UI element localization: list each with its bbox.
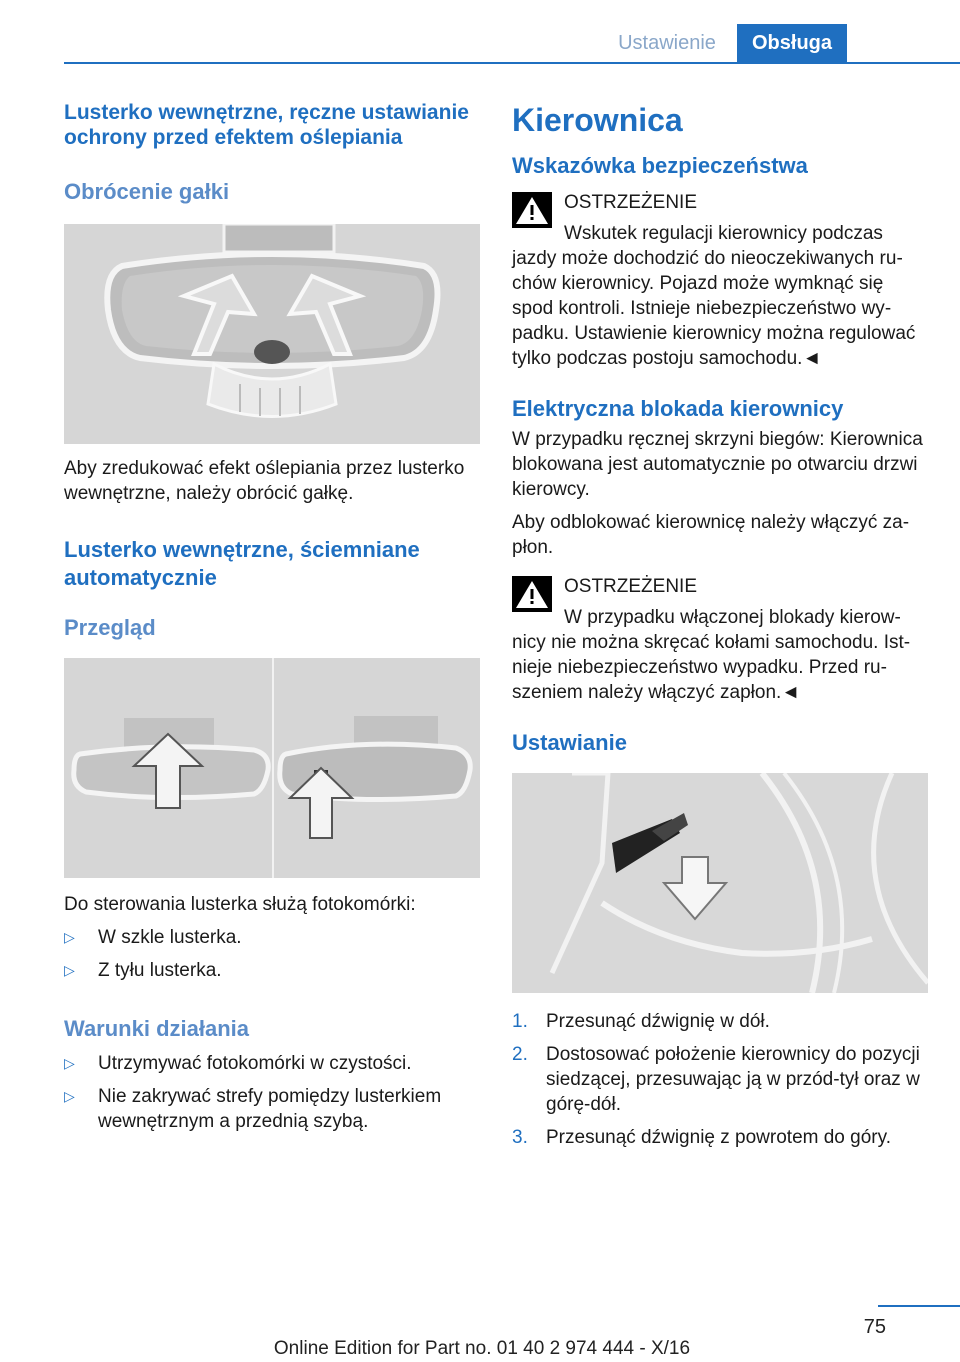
adjust-heading: Ustawianie: [512, 730, 627, 755]
conditions-list: [64, 1051, 480, 1134]
steering-lever-illustration: [512, 773, 928, 993]
warning-label: OSTRZEŻENIE: [564, 192, 698, 213]
photocell-list: [64, 925, 480, 983]
header-section-tab: Ustawienie: [618, 32, 716, 54]
overview-heading: Przegląd: [64, 615, 156, 640]
photocell-intro: Do sterowania lusterka służą fotokomórki:: [64, 894, 416, 915]
warning-block-1: [512, 190, 928, 371]
edition-note: Online Edition for Part no. 01 40 2 974 444 - X/16: [273, 1338, 691, 1359]
turn-knob-heading: Obrócenie gałki: [64, 179, 230, 204]
mirror-knob-illustration: [64, 224, 480, 444]
bullet-triangle-icon: ▷: [64, 929, 75, 945]
left-column: [64, 100, 480, 1134]
list-item: ▷ W szkle lusterka.: [64, 927, 242, 948]
steering-wheel-title: Kierownica: [512, 102, 683, 138]
warning-icon: [512, 576, 552, 612]
adjust-steps: [512, 1009, 928, 1150]
list-item: ▷ Z tyłu lusterka.: [64, 960, 222, 981]
list-item: 1. Przesunąć dźwignię w dół.: [512, 1011, 770, 1032]
warning-icon: [512, 192, 552, 228]
list-item: ▷ Nie zakrywać strefy pomiędzy lusterkiem wewnętrznym a przednią szybą.: [64, 1086, 442, 1132]
mirror-knob-text: Aby zredukować efekt oślepiania przez lusterko wewnętrzne, należy obrócić gałkę.: [64, 458, 465, 504]
steering-lock-text-1: W przypadku ręcznej skrzyni biegów: Kierownica blokowana jest automatycznie po otwarciu drzwi kierowcy.: [512, 429, 923, 500]
header-rule: [64, 62, 960, 64]
auto-dim-heading: Lusterko wewnętrzne, ściemniane automatycznie: [64, 537, 420, 590]
conditions-heading: Warunki działania: [64, 1016, 250, 1041]
right-column: [512, 100, 928, 1150]
list-item: ▷ Utrzymywać fotokomórki w czystości.: [64, 1053, 412, 1074]
photocell-illustration: [64, 658, 480, 878]
bullet-triangle-icon: ▷: [64, 962, 75, 978]
safety-heading: Wskazówka bezpieczeństwa: [512, 153, 808, 178]
steering-lock-text-2: Aby odblokować kierownicę należy włączyć zapłon.: [512, 512, 910, 558]
header-chapter-tab: Obsługa: [737, 24, 847, 62]
warning-label: OSTRZEŻENIE: [564, 576, 698, 597]
mirror-manual-heading: Lusterko wewnętrzne, ręczne ustawianie ochrony przed efektem oślepiania: [64, 101, 469, 149]
bullet-triangle-icon: ▷: [64, 1055, 75, 1071]
warning-text-1: Wskutek regulacji kierownicy podczas jazdy może dochodzić do nieoczekiwanych ruchów kierownicy. Pojazd może wymknąć się spod kontroli. Istnieje niebezpieczeństwo wypadku. Ustawienie kierownicy można regulować tylko podczas postoju samochodu.◄: [512, 223, 916, 369]
steering-lock-heading: Elektryczna blokada kierownicy: [512, 396, 844, 421]
list-item: 2. Dostosować położenie kierownicy do pozycji siedzącej, przesuwając ją w przód-tył oraz w górę-dół.: [512, 1044, 920, 1115]
list-item: 3. Przesunąć dźwignię z powrotem do góry.: [512, 1127, 891, 1148]
bullet-triangle-icon: ▷: [64, 1088, 75, 1104]
page-number: 75: [863, 1316, 886, 1338]
footer-rule: [878, 1305, 960, 1307]
warning-text-2: W przypadku włączonej blokady kierownicy nie można skręcać kołami samochodu. Istnieje niebezpieczeństwo wypadku. Przed ruszeniem należy włączyć zapłon.◄: [512, 607, 911, 703]
warning-block-2: [512, 574, 928, 705]
